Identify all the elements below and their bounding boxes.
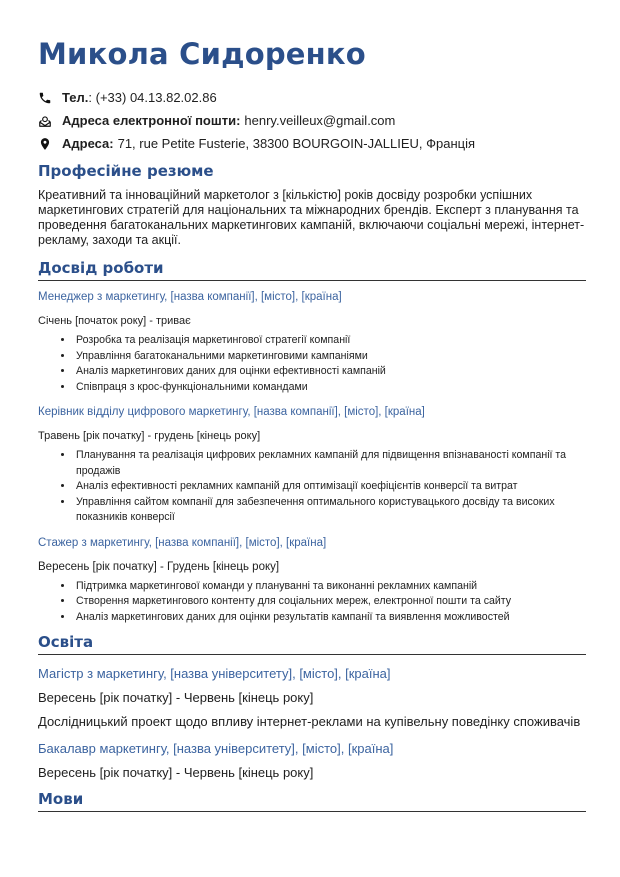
- job-duties: [38, 448, 586, 526]
- phone-label: Тел.: [62, 90, 89, 105]
- job-entry-2: [38, 405, 586, 526]
- education-entry-2: [38, 740, 586, 781]
- job-duties: [38, 579, 586, 626]
- location-pin-icon: [38, 137, 52, 151]
- job-dates: Січень [початок року] - триває: [38, 315, 191, 327]
- summary-text: Креативний та інноваційний маркетолог з [кількістю] років досвіду розробки успішних маркетингових стратегій для національних та міжнародних брендів. Експерт з планування та проведення багатоканальних маркетингових кампаній, включаючи соціальні мережі, інтернет-рекламу, заходи та акції.: [38, 188, 585, 247]
- experience-heading: Досвід роботи: [38, 257, 586, 281]
- job-dates: Травень [рік початку] - грудень [кінець року]: [38, 430, 261, 442]
- list-item: • Аналіз маркетингових даних для оцінки ефективності кампаній: [74, 364, 586, 380]
- resume-page: [38, 34, 586, 812]
- degree-note: Дослідницький проект щодо впливу інтернет-реклами на купівельну поведінку споживачів: [38, 714, 581, 729]
- job-duties: [38, 333, 586, 395]
- job-title: Менеджер з маркетингу, [назва компанії], [місто], [країна]: [38, 291, 342, 303]
- list-item: • Створення маркетингового контенту для соціальних мереж, електронної пошти та сайту: [74, 594, 586, 610]
- degree-title: Магістр з маркетингу, [назва університету], [місто], [країна]: [38, 666, 391, 681]
- email-value: henry.veilleux@gmail.com: [244, 113, 396, 128]
- list-item: • Розробка та реалізація маркетингової стратегії компанії: [74, 333, 586, 349]
- list-item: • Планування та реалізація цифрових рекламних кампаній для підвищення впізнаваності компанії та продажів: [74, 448, 586, 479]
- job-dates: Вересень [рік початку] - Грудень [кінець року]: [38, 560, 280, 573]
- job-entry-3: [38, 536, 586, 626]
- contact-phone: [38, 86, 586, 109]
- job-title: Керівник відділу цифрового маркетингу, [назва компанії], [місто], [країна]: [38, 406, 425, 418]
- list-item: • Управління багатоканальними маркетинговими кампаніями: [74, 349, 586, 365]
- list-item: • Аналіз ефективності рекламних кампаній для оптимізації коефіцієнтів конверсії та витрат: [74, 479, 586, 495]
- candidate-name: Микола Сидоренко: [38, 37, 366, 71]
- list-item: • Управління сайтом компанії для забезпечення оптимального користувацького досвіду та високих показників конверсії: [74, 495, 586, 526]
- education-entry-1: [38, 665, 586, 730]
- address-value: 71, rue Petite Fusterie, 38300 BOURGOIN-JALLIEU, Франція: [117, 136, 476, 151]
- degree-dates: Вересень [рік початку] - Червень [кінець року]: [38, 765, 314, 780]
- summary-heading: Професійне резюме: [38, 162, 214, 180]
- phone-icon: [38, 91, 52, 105]
- job-entry-1: [38, 290, 586, 395]
- address-label: Адреса:: [62, 136, 114, 151]
- list-item: • Підтримка маркетингової команди у плануванні та виконанні рекламних кампаній: [74, 579, 586, 595]
- list-item: • Аналіз маркетингових даних для оцінки результатів кампанії та виявлення можливостей: [74, 610, 586, 626]
- degree-title: Бакалавр маркетингу, [назва університету], [місто], [країна]: [38, 741, 394, 756]
- email-icon: [38, 114, 52, 128]
- degree-dates: Вересень [рік початку] - Червень [кінець року]: [38, 690, 314, 705]
- education-heading: Освіта: [38, 631, 586, 655]
- contact-email: [38, 109, 586, 132]
- contact-address: [38, 132, 586, 155]
- list-item: • Співпраця з крос-функціональними командами: [74, 380, 586, 396]
- languages-heading: Мови: [38, 788, 586, 812]
- phone-value: : (+33) 04.13.82.02.86: [88, 90, 217, 105]
- job-title: Стажер з маркетингу, [назва компанії], [місто], [країна]: [38, 536, 327, 549]
- email-label: Адреса електронної пошти:: [62, 113, 241, 128]
